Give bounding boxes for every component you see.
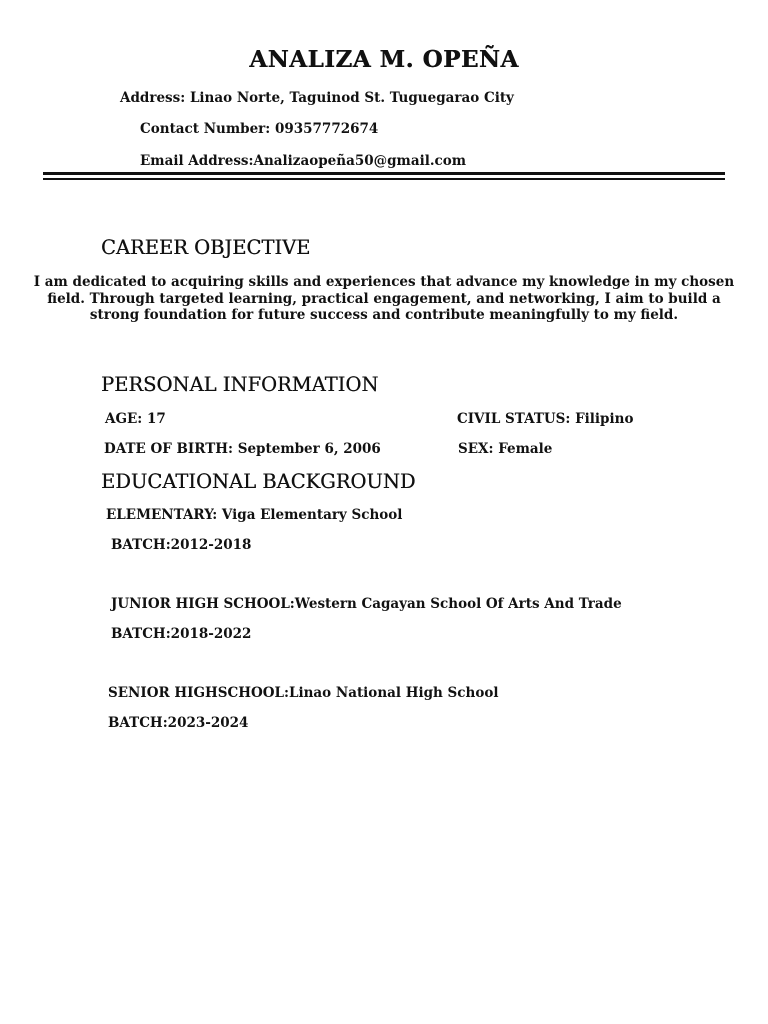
elementary-field: ELEMENTARY: Viga Elementary School	[106, 507, 403, 523]
personal-information-heading: PERSONAL INFORMATION	[101, 373, 379, 396]
junior-high-batch-field: BATCH:2018-2022	[111, 626, 252, 642]
resume-name: ANALIZA M. OPEÑA	[249, 46, 519, 73]
senior-high-field: SENIOR HIGHSCHOOL:Linao National High School	[108, 685, 499, 701]
educational-background-heading: EDUCATIONAL BACKGROUND	[101, 470, 416, 493]
senior-high-batch-field: BATCH:2023-2024	[108, 715, 249, 731]
header-divider-thin	[43, 178, 725, 180]
sex-field: SEX: Female	[458, 441, 553, 457]
date-of-birth-field: DATE OF BIRTH: September 6, 2006	[104, 441, 381, 457]
contact-number-line: Contact Number: 09357772674	[140, 121, 379, 137]
header-divider-thick	[43, 172, 725, 175]
address-line: Address: Linao Norte, Taguinod St. Tuguegarao City	[120, 90, 514, 106]
email-address-line: Email Address:Analizaopeña50@gmail.com	[140, 153, 467, 169]
career-objective-text: I am dedicated to acquiring skills and experiences that advance my knowledge in my chosen field. Through targeted learning, practical engagement, and networking, I aim to build a strong foundation for future success and contribute meaningfully to my field.	[33, 274, 735, 323]
age-field: AGE: 17	[105, 411, 166, 427]
elementary-batch-field: BATCH:2012-2018	[111, 537, 252, 553]
career-objective-heading: CAREER OBJECTIVE	[101, 236, 311, 259]
junior-high-field: JUNIOR HIGH SCHOOL:Western Cagayan School Of Arts And Trade	[111, 596, 622, 612]
civil-status-field: CIVIL STATUS: Filipino	[457, 411, 634, 427]
